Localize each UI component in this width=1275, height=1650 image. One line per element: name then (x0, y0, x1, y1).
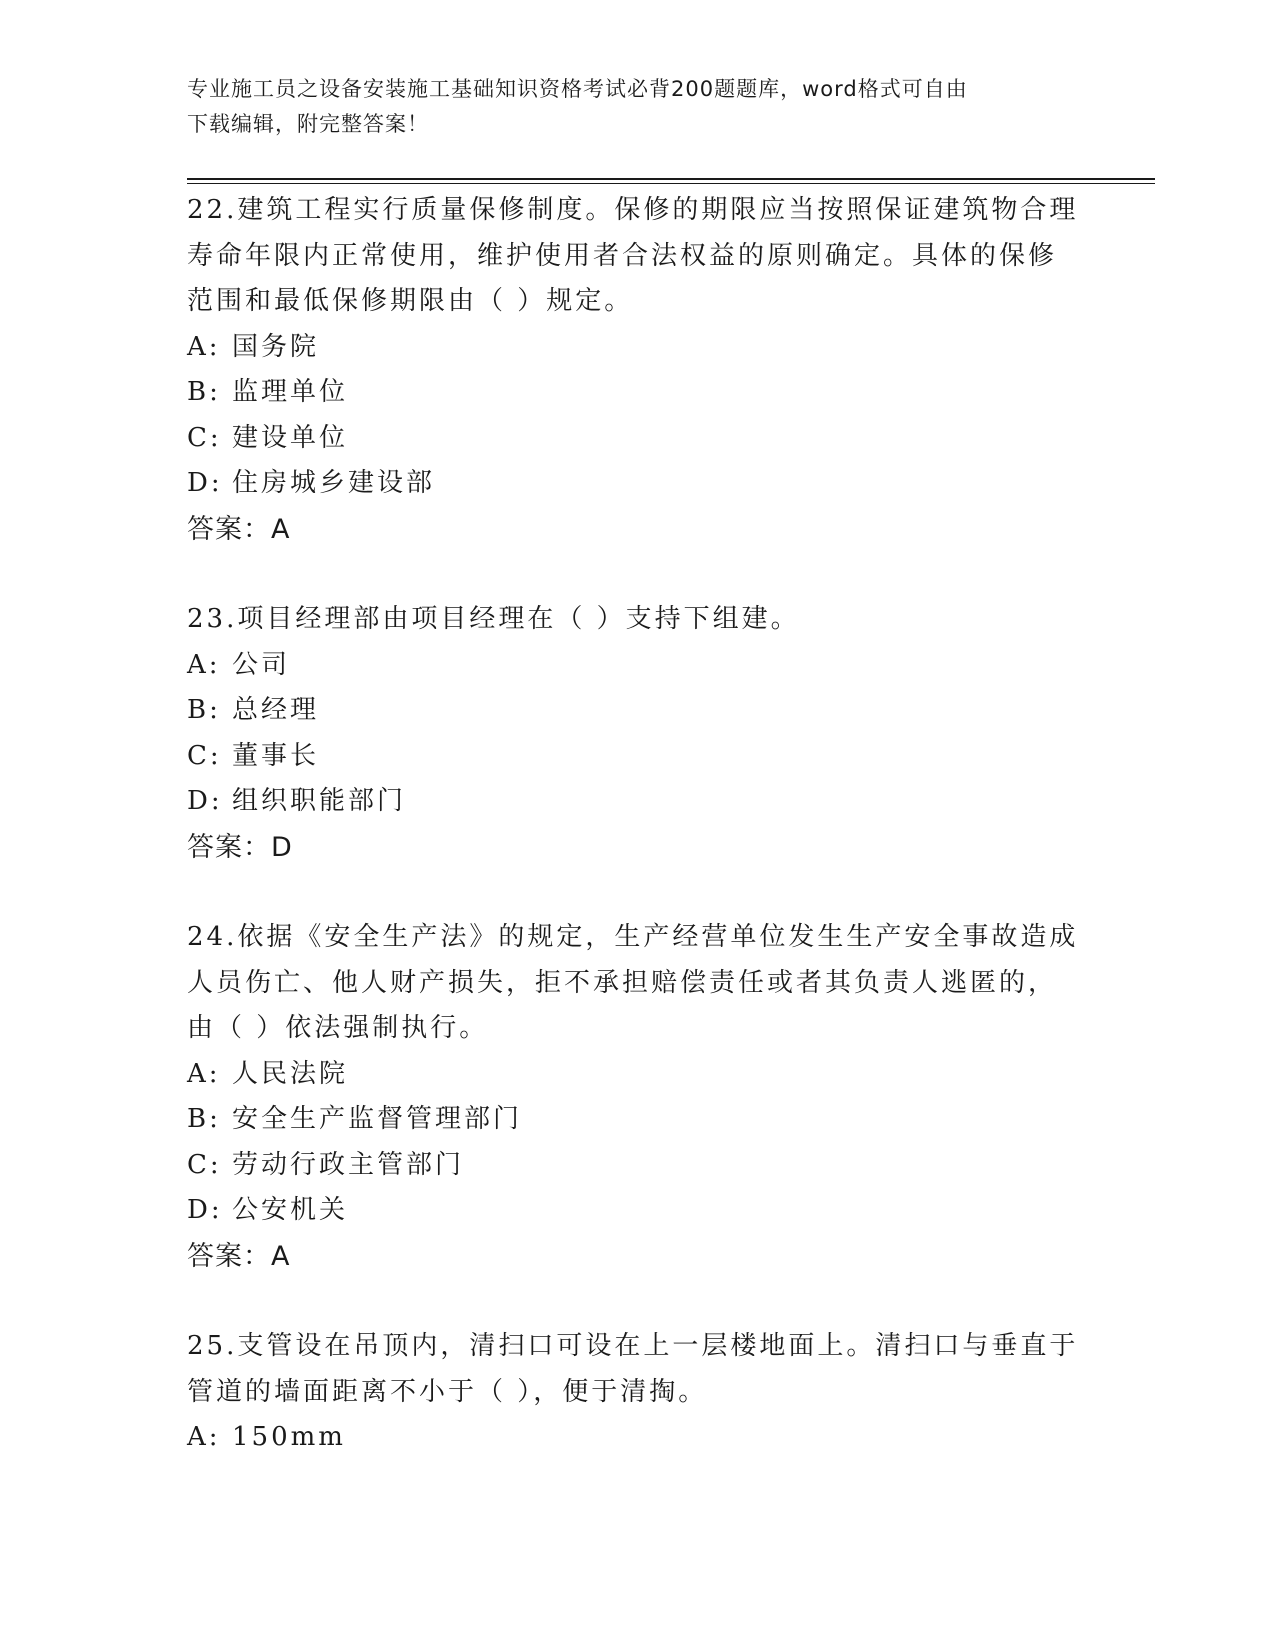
stem-line: 范围和最低保修期限由（ ）规定。 (187, 286, 634, 316)
option-text: 150mm (232, 1422, 346, 1452)
question-list (187, 188, 1087, 1461)
option-d (187, 1188, 1087, 1234)
option-key: D: (187, 1195, 223, 1225)
option-a (187, 1415, 1087, 1461)
stem-line: 23.项目经理部由项目经理在（ ）支持下组建。 (187, 604, 800, 634)
option-c (187, 416, 1087, 462)
option-text: 组织职能部门 (232, 786, 407, 816)
option-text: 安全生产监督管理部门 (232, 1104, 523, 1134)
stem-line: 24.依据《安全生产法》的规定，生产经营单位发生生产安全事故造成 (187, 922, 1079, 952)
option-text: 总经理 (232, 695, 320, 725)
option-text: 公安机关 (232, 1195, 349, 1225)
option-key: B: (187, 1104, 221, 1134)
question-24 (187, 915, 1087, 1279)
option-key: A: (187, 649, 221, 680)
option-c (187, 1143, 1087, 1189)
option-a (187, 1052, 1087, 1098)
header-line-2: 下载编辑，附完整答案！ (187, 112, 429, 136)
stem-line: 25.支管设在吊顶内，清扫口可设在上一层楼地面上。清扫口与垂直于 (187, 1331, 1079, 1361)
answer-line: 答案：A (187, 513, 291, 545)
option-key: D: (187, 786, 223, 816)
option-text: 人民法院 (232, 1058, 349, 1089)
question-22 (187, 188, 1087, 552)
option-b (187, 370, 1087, 416)
option-text: 董事长 (232, 740, 320, 771)
stem-line: 22.建筑工程实行质量保修制度。保修的期限应当按照保证建筑物合理 (187, 195, 1079, 225)
option-c (187, 734, 1087, 780)
question-25 (187, 1324, 1087, 1461)
option-b (187, 688, 1087, 734)
option-key: B: (187, 695, 221, 725)
question-stem (187, 1324, 1087, 1415)
option-text: 建设单位 (232, 422, 349, 453)
option-key: A: (187, 1422, 221, 1452)
answer-line: 答案：D (187, 831, 293, 863)
header-line-1: 专业施工员之设备安装施工基础知识资格考试必背200题题库，word格式可自由 (187, 77, 968, 101)
question-stem (187, 597, 1087, 643)
option-text: 劳动行政主管部门 (232, 1149, 465, 1180)
option-d (187, 461, 1087, 507)
answer-line: 答案：A (187, 1240, 291, 1272)
stem-line: 管道的墙面距离不小于（ ），便于清掏。 (187, 1376, 708, 1407)
document-header (187, 72, 1067, 142)
option-text: 监理单位 (232, 377, 349, 407)
option-key: C: (187, 422, 222, 453)
option-d (187, 779, 1087, 825)
question-stem (187, 188, 1087, 325)
stem-line: 由（ ）依法强制执行。 (187, 1013, 489, 1043)
option-key: A: (187, 331, 221, 362)
option-key: C: (187, 740, 222, 771)
option-key: D: (187, 468, 223, 498)
option-key: B: (187, 377, 221, 407)
option-b (187, 1097, 1087, 1143)
option-a (187, 325, 1087, 371)
option-key: C: (187, 1149, 222, 1180)
option-key: A: (187, 1058, 221, 1089)
header-divider-thick (187, 178, 1155, 180)
option-text: 国务院 (232, 331, 320, 362)
question-stem (187, 915, 1087, 1052)
stem-line: 寿命年限内正常使用，维护使用者合法权益的原则确定。具体的保修 (187, 240, 1058, 271)
option-a (187, 643, 1087, 689)
stem-line: 人员伤亡、他人财产损失，拒不承担赔偿责任或者其负责人逃匿的， (187, 967, 1058, 998)
header-divider-thin (187, 183, 1155, 184)
question-23 (187, 597, 1087, 870)
option-text: 公司 (232, 649, 291, 680)
option-text: 住房城乡建设部 (232, 468, 436, 498)
